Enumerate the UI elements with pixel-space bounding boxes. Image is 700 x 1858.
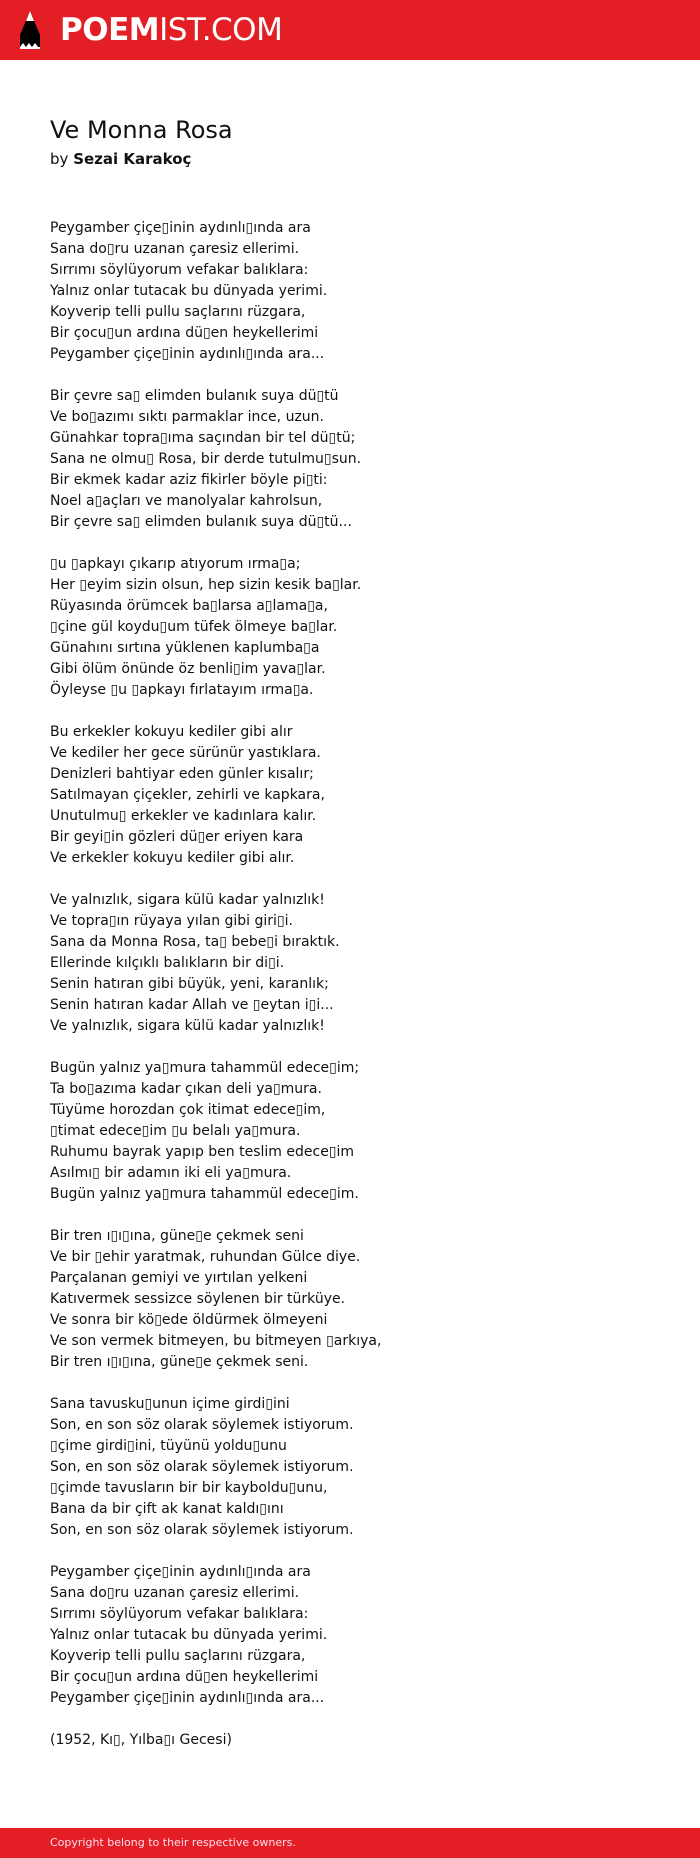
- poem-line: ▯çime girdi▯ini, tüyünü yoldu▯unu: [50, 1438, 287, 1454]
- poem-line: Bir geyi▯in gözleri dü▯er eriyen kara: [50, 829, 304, 845]
- poem-line: ▯çine gül koydu▯um tüfek ölmeye ba▯lar.: [50, 619, 338, 635]
- poem-stanza: [50, 1730, 650, 1751]
- poem-line: Koyverip telli pullu saçlarını rüzgara,: [50, 304, 306, 320]
- poem-byline: [50, 148, 191, 170]
- poem-line: Sana tavusku▯unun içime girdi▯ini: [50, 1396, 290, 1412]
- poem-line: Sana ne olmu▯ Rosa, bir derde tutulmu▯sun.: [50, 451, 362, 467]
- poem-stanza: [50, 890, 650, 1037]
- poem-line: Ve kediler her gece sürünür yastıklara.: [50, 745, 321, 761]
- poem-stanza: [50, 1058, 650, 1205]
- logo-light-text: IST.COM: [159, 12, 283, 48]
- poem-line: Bu erkekler kokuyu kediler gibi alır: [50, 724, 293, 740]
- poem-line: Noel a▯açları ve manolyalar kahrolsun,: [50, 493, 323, 509]
- poem-line: Denizleri bahtiyar eden günler kısalır;: [50, 766, 314, 782]
- poem-line: Bir çocu▯un ardına dü▯en heykellerimi: [50, 1669, 319, 1685]
- site-header: [0, 0, 700, 60]
- poem-line: Günahkar topra▯ıma saçından bir tel dü▯tü;: [50, 430, 356, 446]
- poem-line: ▯u ▯apkayı çıkarıp atıyorum ırma▯a;: [50, 556, 301, 572]
- poem-stanza: [50, 1394, 650, 1541]
- poem-line: Sana do▯ru uzanan çaresiz ellerimi.: [50, 1585, 300, 1601]
- poem-line: Katıvermek sessizce söylenen bir türküye.: [50, 1291, 346, 1307]
- poem-line: Asılmı▯ bir adamın iki eli ya▯mura.: [50, 1165, 292, 1181]
- poem-line: Bir tren ı▯ı▯ına, güne▯e çekmek seni.: [50, 1354, 309, 1370]
- poem-line: Unutulmu▯ erkekler ve kadınlara kalır.: [50, 808, 317, 824]
- pen-nib-logo-icon[interactable]: [18, 9, 42, 51]
- poem-line: Rüyasında örümcek ba▯larsa a▯lama▯a,: [50, 598, 328, 614]
- poem-line: Peygamber çiçe▯inin aydınlı▯ında ara...: [50, 346, 325, 362]
- poem-line: Yalnız onlar tutacak bu dünyada yerimi.: [50, 283, 328, 299]
- poem-line: Tüyüme horozdan çok itimat edece▯im,: [50, 1102, 326, 1118]
- poem-line: Sırrımı söylüyorum vefakar balıklara:: [50, 1606, 309, 1622]
- poem-line: Bana da bir çift ak kanat kaldı▯ını: [50, 1501, 284, 1517]
- poem-line: Her ▯eyim sizin olsun, hep sizin kesik ba▯lar.: [50, 577, 362, 593]
- poem-line: Ellerinde kılçıklı balıkların bir di▯i.: [50, 955, 285, 971]
- poem-line: Bir ekmek kadar aziz fikirler böyle pi▯ti:: [50, 472, 328, 488]
- poem-line: Ve bir ▯ehir yaratmak, ruhundan Gülce diye.: [50, 1249, 361, 1265]
- poem-line: Ve erkekler kokuyu kediler gibi alır.: [50, 850, 295, 866]
- poem-stanza: [50, 554, 650, 701]
- poem-line: Sana do▯ru uzanan çaresiz ellerimi.: [50, 241, 300, 257]
- poem-line: Senin hatıran kadar Allah ve ▯eytan i▯i...: [50, 997, 334, 1013]
- author-name[interactable]: Sezai Karakoç: [73, 150, 192, 168]
- poem-line: Ve yalnızlık, sigara külü kadar yalnızlık!: [50, 1018, 325, 1034]
- poem-stanza: [50, 218, 650, 365]
- by-label: by: [50, 150, 69, 168]
- poem-line: Son, en son söz olarak söylemek istiyorum.: [50, 1417, 354, 1433]
- poem-line: Bir çevre sa▯ elimden bulanık suya dü▯tü: [50, 388, 339, 404]
- poem-line: Bir tren ı▯ı▯ına, güne▯e çekmek seni: [50, 1228, 304, 1244]
- poem-title: Ve Monna Rosa: [50, 116, 233, 144]
- poem-line: Ve bo▯azımı sıktı parmaklar ince, uzun.: [50, 409, 324, 425]
- poem-line: Günahını sırtına yüklenen kaplumba▯a: [50, 640, 320, 656]
- poem-stanza: [50, 386, 650, 533]
- poem-line: Ve sonra bir kö▯ede öldürmek ölmeyeni: [50, 1312, 328, 1328]
- poem-line: Ta bo▯azıma kadar çıkan deli ya▯mura.: [50, 1081, 322, 1097]
- poem-line: Parçalanan gemiyi ve yırtılan yelkeni: [50, 1270, 308, 1286]
- poem-line: ▯timat edece▯im ▯u belalı ya▯mura.: [50, 1123, 301, 1139]
- poem-line: Ve yalnızlık, sigara külü kadar yalnızlık!: [50, 892, 325, 908]
- copyright-text: Copyright belong to their respective owners.: [50, 1836, 296, 1849]
- poem-line: Bir çocu▯un ardına dü▯en heykellerimi: [50, 325, 319, 341]
- poem-line: Satılmayan çiçekler, zehirli ve kapkara,: [50, 787, 325, 803]
- poem-stanza: [50, 1562, 650, 1709]
- poem-line: Ruhumu bayrak yapıp ben teslim edece▯im: [50, 1144, 355, 1160]
- poem-line: Gibi ölüm önünde öz benli▯im yava▯lar.: [50, 661, 326, 677]
- poem-stanza: [50, 722, 650, 869]
- poem-line: Peygamber çiçe▯inin aydınlı▯ında ara: [50, 1564, 311, 1580]
- poem-line: Bir çevre sa▯ elimden bulanık suya dü▯tü...: [50, 514, 352, 530]
- poem-line: (1952, Kı▯, Yılba▯ı Gecesi): [50, 1732, 232, 1748]
- poem-stanza: [50, 1226, 650, 1373]
- site-footer: [0, 1828, 700, 1858]
- poem-line: Ve son vermek bitmeyen, bu bitmeyen ▯arkıya,: [50, 1333, 382, 1349]
- poem-line: Peygamber çiçe▯inin aydınlı▯ında ara...: [50, 1690, 325, 1706]
- poem-line: Bugün yalnız ya▯mura tahammül edece▯im;: [50, 1060, 360, 1076]
- site-logo[interactable]: [60, 9, 282, 51]
- poem-line: Yalnız onlar tutacak bu dünyada yerimi.: [50, 1627, 328, 1643]
- poem-line: Son, en son söz olarak söylemek istiyorum.: [50, 1522, 354, 1538]
- poem-line: Öyleyse ▯u ▯apkayı fırlatayım ırma▯a.: [50, 682, 314, 698]
- poem-line: Senin hatıran gibi büyük, yeni, karanlık;: [50, 976, 329, 992]
- poem-line: Sana da Monna Rosa, ta▯ bebe▯i bıraktık.: [50, 934, 340, 950]
- poem-line: Peygamber çiçe▯inin aydınlı▯ında ara: [50, 220, 311, 236]
- poem-line: Bugün yalnız ya▯mura tahammül edece▯im.: [50, 1186, 359, 1202]
- poem-line: Sırrımı söylüyorum vefakar balıklara:: [50, 262, 309, 278]
- poem-line: ▯çimde tavusların bir bir kayboldu▯unu,: [50, 1480, 328, 1496]
- poem-line: Ve topra▯ın rüyaya yılan gibi giri▯i.: [50, 913, 293, 929]
- logo-bold-text: POEM: [60, 12, 160, 48]
- poem-line: Son, en son söz olarak söylemek istiyorum.: [50, 1459, 354, 1475]
- poem-line: Koyverip telli pullu saçlarını rüzgara,: [50, 1648, 306, 1664]
- poem-body: [50, 218, 650, 1772]
